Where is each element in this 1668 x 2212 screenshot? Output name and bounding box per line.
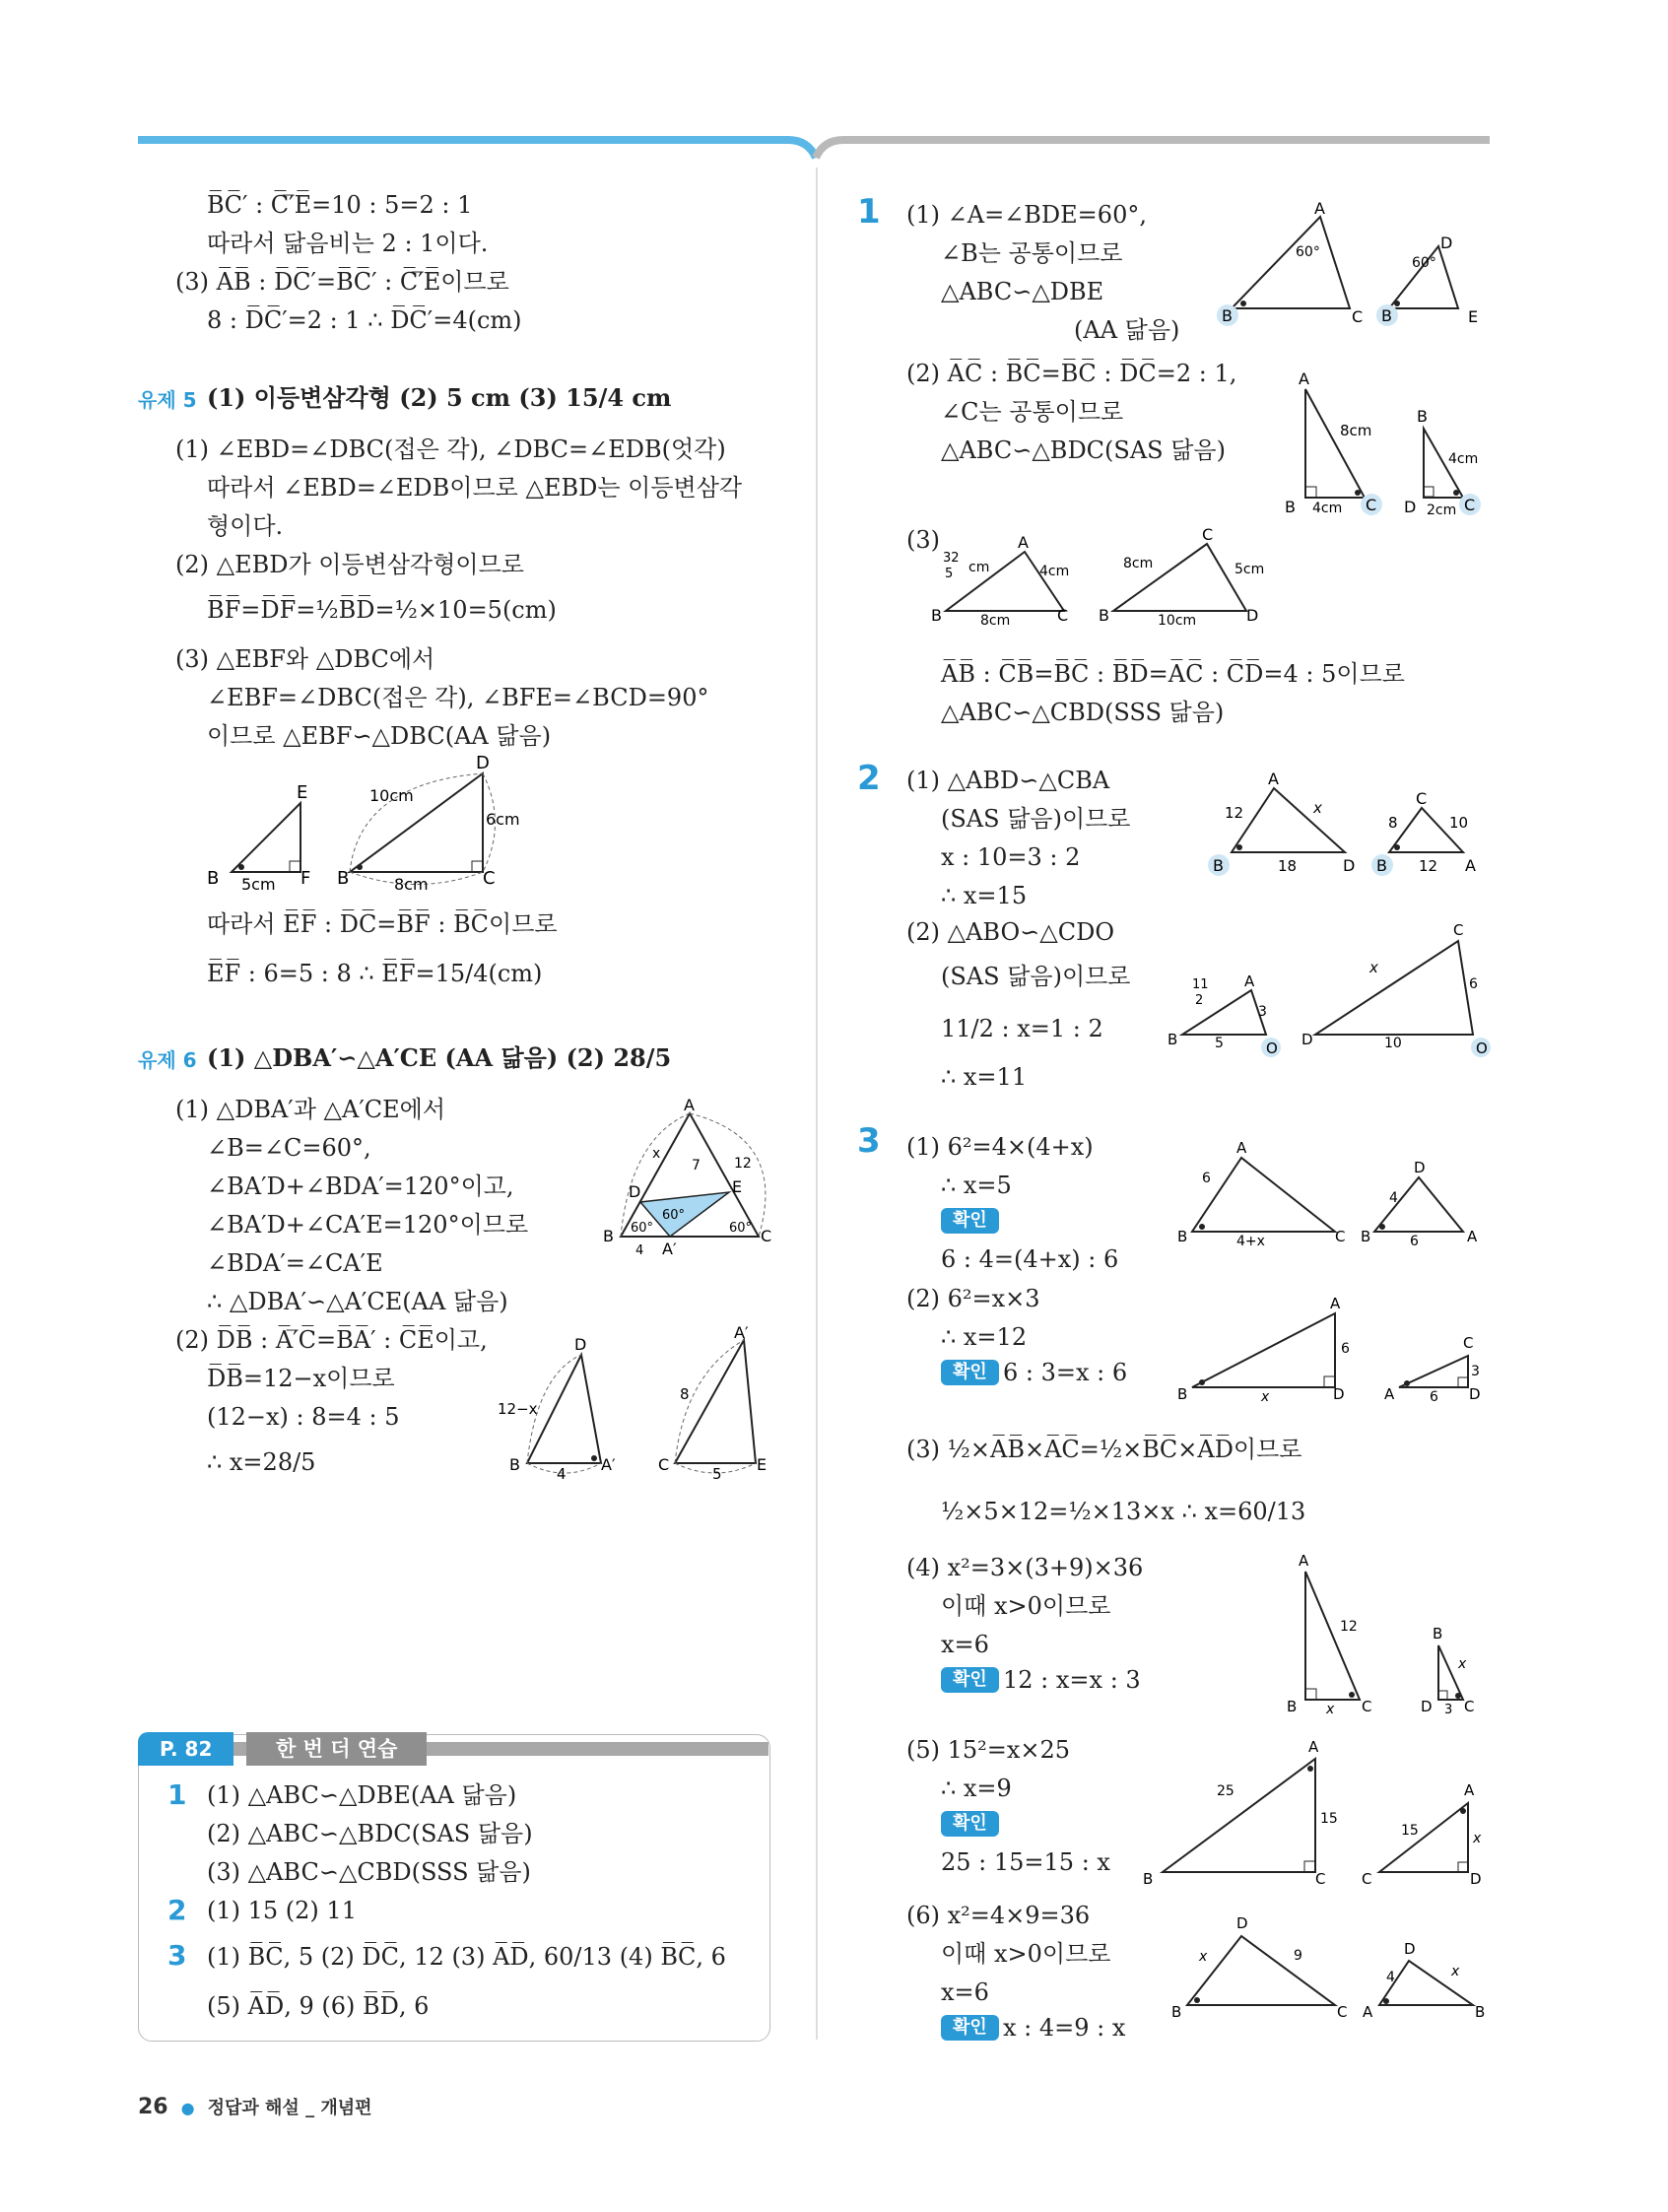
ex6-fig-x: x <box>652 1146 661 1162</box>
p2-a1-line-1: (1) △ABD∽△CBA <box>906 767 1110 794</box>
p3-a2-line-2: ∴ x=12 <box>941 1323 1028 1351</box>
svg-text:B: B <box>1376 856 1387 875</box>
svg-text:x: x <box>1473 1831 1482 1846</box>
practice-num-2: 2 <box>167 1894 187 1926</box>
p3-a4-line-3: x=6 <box>941 1631 989 1658</box>
p3-a5-check <box>941 1811 999 1837</box>
svg-text:D: D <box>1421 1698 1433 1715</box>
left-line-4: 8 : D̅C̅′=2 : 1 ∴ D̅C̅′=4(cm) <box>207 306 522 334</box>
svg-text:C: C <box>1464 1698 1475 1715</box>
p1-a2-line-3: △ABC∽△BDC(SAS 닮음) <box>941 436 1226 464</box>
svg-text:B: B <box>1381 306 1392 325</box>
p3-a4-check <box>941 1667 999 1693</box>
svg-text:12: 12 <box>1340 1619 1358 1635</box>
svg-text:3: 3 <box>1471 1364 1480 1379</box>
svg-text:A: A <box>1299 1552 1309 1570</box>
svg-text:D: D <box>1246 606 1259 625</box>
svg-text:B: B <box>1433 1625 1443 1642</box>
p3-fig-5 <box>1143 1734 1502 1892</box>
p1-fig-1 <box>1212 199 1498 330</box>
ex6-s-C3: C <box>658 1455 670 1474</box>
svg-text:60°: 60° <box>1412 255 1436 271</box>
ex6-fig-D: D <box>629 1182 641 1201</box>
ex5-tag: 유제 5 <box>138 388 197 412</box>
svg-text:x: x <box>1261 1389 1270 1405</box>
svg-text:B: B <box>1213 856 1224 875</box>
ex6-fig-deg1: 60° <box>662 1208 686 1223</box>
ex6-line-5: ∠BDA′=∠CA′E <box>207 1249 383 1277</box>
svg-text:A: A <box>1244 972 1255 990</box>
svg-text:6: 6 <box>1430 1389 1438 1405</box>
ex6-figure-small <box>498 1323 783 1483</box>
svg-text:x: x <box>1451 1964 1460 1979</box>
svg-text:C: C <box>1352 307 1364 326</box>
svg-text:cm: cm <box>968 560 990 575</box>
p3-a6-line-1: (6) x²=4×9=36 <box>906 1902 1091 1929</box>
svg-text:D: D <box>1333 1385 1345 1403</box>
svg-text:9: 9 <box>1294 1948 1302 1964</box>
svg-text:2: 2 <box>1195 993 1204 1008</box>
ex6-fig-deg2: 60° <box>631 1221 654 1236</box>
svg-text:C: C <box>1463 1334 1474 1352</box>
svg-text:C: C <box>1337 2003 1348 2021</box>
p3-a6-line-2: 이때 x>0이므로 <box>941 1940 1111 1968</box>
p1-a2-line-1: (2) A̅C̅ : B̅C̅=B̅C̅ : D̅C̅=2 : 1, <box>906 360 1237 387</box>
p1-a3-line-2: △ABC∽△CBD(SSS 닮음) <box>941 699 1225 726</box>
svg-text:C: C <box>1362 1698 1372 1715</box>
p3-a5-line-3: 25 : 15=15 : x <box>941 1848 1110 1876</box>
svg-text:5: 5 <box>945 567 954 581</box>
ex5-fig-hyp: 10cm <box>369 786 414 805</box>
svg-text:B: B <box>1177 1385 1188 1403</box>
svg-text:A: A <box>1465 856 1476 875</box>
svg-text:8cm: 8cm <box>980 613 1011 629</box>
ex6-s-E3: E <box>757 1455 767 1474</box>
svg-text:x: x <box>1313 799 1322 817</box>
ex5-line-5: B̅F̅=D̅F̅=½B̅D̅=½×10=5(cm) <box>207 596 557 624</box>
p3-a4-line-4: 12 : x=x : 3 <box>1003 1666 1141 1694</box>
svg-text:E: E <box>1468 307 1479 326</box>
ex5-fig-B1: B <box>207 868 220 889</box>
svg-text:C: C <box>1362 1870 1372 1888</box>
ex6-tag: 유제 6 <box>138 1048 197 1072</box>
ex5-line-2: 따라서 ∠EBD=∠EDB이므로 △EBD는 이등변삼각 <box>207 474 743 502</box>
p2-fig-1 <box>1207 769 1502 882</box>
p1-a2-line-2: ∠C는 공통이므로 <box>941 398 1124 426</box>
practice-num-1: 1 <box>167 1778 187 1811</box>
ex6-fig-A: A <box>684 1096 695 1114</box>
svg-text:C: C <box>1366 496 1377 514</box>
check-badge-2: 확인 <box>941 1360 999 1385</box>
practice-3-line-1: (1) B̅C̅, 5 (2) D̅C̅, 12 (3) A̅D̅, 60/13 (4) B̅C̅, 6 <box>207 1943 726 1971</box>
svg-text:A: A <box>1330 1295 1341 1312</box>
svg-text:15: 15 <box>1401 1823 1419 1839</box>
ex6-line-1: (1) △DBA′과 △A′CE에서 <box>175 1096 446 1123</box>
ex6-s-A3: A′ <box>734 1323 749 1342</box>
svg-text:A: A <box>1464 1781 1475 1799</box>
ex6-line-2: ∠B=∠C=60°, <box>207 1134 371 1162</box>
p1-a1-line-1: (1) ∠A=∠BDE=60°, <box>906 201 1147 229</box>
ex6-s-A2: A′ <box>601 1455 616 1474</box>
svg-text:A: A <box>1299 369 1309 388</box>
svg-text:D: D <box>1414 1159 1426 1176</box>
svg-text:B: B <box>1143 1870 1154 1888</box>
ex6-fig-deg3: 60° <box>729 1221 753 1236</box>
ex6-s-5: 5 <box>712 1465 722 1483</box>
ex6-figure-main <box>591 1096 788 1258</box>
ex6-fig-E: E <box>732 1177 743 1196</box>
svg-text:3: 3 <box>1258 1004 1267 1020</box>
practice-1-line-3: (3) △ABC∽△CBD(SSS 닮음) <box>207 1858 531 1886</box>
p1-a1-line-3: △ABC∽△DBE <box>941 278 1104 305</box>
ex6-line-3: ∠BA′D+∠BDA′=120°이고, <box>207 1173 514 1200</box>
svg-text:4cm: 4cm <box>1448 451 1479 467</box>
svg-text:A: A <box>1236 1139 1247 1157</box>
p1-a3-line-1: A̅B̅ : C̅B̅=B̅C̅ : B̅D̅=A̅C̅ : C̅D̅=4 : 5이므로 <box>941 660 1405 688</box>
ex6-line-7: (2) D̅B̅ : A̅′̅C̅=B̅A̅′ : C̅E̅이고, <box>175 1326 488 1354</box>
ex6-s-D2: D <box>574 1335 587 1354</box>
svg-text:D: D <box>1404 498 1417 516</box>
svg-text:B: B <box>1475 2003 1486 2021</box>
footer-text: 정답과 해설 _ 개념편 <box>207 2098 372 2118</box>
p3-fig-2 <box>1177 1289 1502 1407</box>
p3-a2-line-1: (2) 6²=x×3 <box>906 1285 1040 1312</box>
p3-fig-4 <box>1281 1552 1502 1719</box>
svg-text:B: B <box>1417 407 1428 426</box>
svg-text:C: C <box>1057 606 1069 625</box>
ex5-line-7: ∠EBF=∠DBC(접은 각), ∠BFE=∠BCD=90° <box>207 684 709 711</box>
header-bars <box>0 0 1668 158</box>
svg-text:x: x <box>1326 1702 1335 1717</box>
p3-a6-check <box>941 2015 999 2041</box>
p3-fig-1 <box>1177 1133 1502 1251</box>
ex5-line-9: 따라서 E̅F̅ : D̅C̅=B̅F̅ : B̅C̅이므로 <box>207 910 558 938</box>
svg-text:x: x <box>1458 1656 1467 1672</box>
svg-text:B: B <box>1361 1228 1371 1245</box>
practice-2-line-1: (1) 15 (2) 11 <box>207 1897 357 1924</box>
ex5-line-6: (3) △EBF와 △DBC에서 <box>175 645 435 673</box>
svg-text:B: B <box>1287 1698 1298 1715</box>
svg-text:4+x: 4+x <box>1236 1234 1265 1249</box>
p3-a2-check <box>941 1360 999 1385</box>
svg-text:D: D <box>1440 234 1453 252</box>
p2-a2-line-2: (SAS 닮음)이므로 <box>941 963 1131 990</box>
svg-text:D: D <box>1404 1940 1416 1958</box>
right-num-1: 1 <box>857 192 881 232</box>
check-badge-3: 확인 <box>941 1667 999 1693</box>
svg-text:O: O <box>1266 1039 1278 1057</box>
p1-a3-label: (3) <box>906 526 940 554</box>
svg-text:D: D <box>1236 1914 1248 1932</box>
p3-a3-line-2: ½×5×12=½×13×x ∴ x=60/13 <box>941 1498 1306 1525</box>
ex6-s-12x: 12−x <box>498 1400 538 1418</box>
svg-text:6: 6 <box>1410 1234 1419 1249</box>
ex5-line-1: (1) ∠EBD=∠DBC(접은 각), ∠DBC=∠EDB(엇각) <box>175 436 726 463</box>
svg-text:12: 12 <box>1419 857 1438 875</box>
p2-a2-line-3: 11/2 : x=1 : 2 <box>941 1015 1103 1042</box>
ex6-fig-B: B <box>603 1227 614 1245</box>
svg-text:A: A <box>1384 1385 1395 1403</box>
svg-text:60°: 60° <box>1296 244 1320 260</box>
svg-text:A: A <box>1467 1228 1478 1245</box>
ex5-fig-F: F <box>300 868 311 889</box>
svg-text:B: B <box>1171 2003 1182 2021</box>
ex6-s-B2: B <box>509 1455 520 1474</box>
p3-a6-line-3: x=6 <box>941 1978 989 2006</box>
p1-fig-3 <box>931 525 1286 631</box>
svg-text:B: B <box>1285 498 1296 516</box>
svg-text:3: 3 <box>1444 1703 1453 1717</box>
p3-a4-line-2: 이때 x>0이므로 <box>941 1592 1111 1620</box>
left-line-2: 따라서 닮음비는 2 : 1이다. <box>207 230 489 257</box>
svg-text:4: 4 <box>1389 1190 1398 1206</box>
ex5-fig-side: 6cm <box>486 810 520 829</box>
ex6-s-8: 8 <box>680 1385 690 1403</box>
svg-text:32: 32 <box>943 551 960 566</box>
svg-text:C: C <box>1464 496 1476 514</box>
practice-header <box>138 1732 768 1766</box>
ex5-fig-b1: 5cm <box>241 875 276 894</box>
footer-page-number: 26 <box>138 2095 168 2119</box>
ex6-fig-C: C <box>761 1227 772 1245</box>
check-badge-5: 확인 <box>941 2015 999 2041</box>
svg-text:B: B <box>1099 606 1109 625</box>
ex6-line-8: D̅B̅=12−x이므로 <box>207 1365 395 1392</box>
svg-text:B: B <box>1177 1228 1188 1245</box>
practice-num-3: 3 <box>167 1939 187 1972</box>
ex6-line-6: ∴ △DBA′∽△A′CE(AA 닮음) <box>207 1288 508 1315</box>
svg-text:4cm: 4cm <box>1039 564 1070 579</box>
svg-text:8: 8 <box>1388 814 1398 832</box>
p2-a2-line-1: (2) △ABO∽△CDO <box>906 918 1115 946</box>
ex6-fig-seven: 7 <box>692 1158 701 1173</box>
ex6-line-9: (12−x) : 8=4 : 5 <box>207 1403 400 1431</box>
p3-a5-line-1: (5) 15²=x×25 <box>906 1736 1071 1764</box>
svg-text:D: D <box>1301 1031 1313 1048</box>
ex5-line-4: (2) △EBD가 이등변삼각형이므로 <box>175 551 524 578</box>
ex5-line-10: E̅F̅ : 6=5 : 8 ∴ E̅F̅=15/4(cm) <box>207 960 543 987</box>
svg-text:18: 18 <box>1278 857 1298 875</box>
svg-text:25: 25 <box>1217 1783 1234 1799</box>
p3-a6-line-4: x : 4=9 : x <box>1003 2014 1126 2042</box>
left-line-1: B̅C̅′ : C̅′̅E̅=10 : 5=2 : 1 <box>207 191 473 219</box>
svg-text:6: 6 <box>1469 976 1478 992</box>
ex5-fig-D: D <box>476 753 490 773</box>
ex5-figure <box>202 754 567 902</box>
svg-text:A: A <box>1018 533 1029 552</box>
svg-text:10cm: 10cm <box>1158 613 1197 629</box>
svg-text:4: 4 <box>1386 1970 1395 1985</box>
svg-text:B: B <box>1222 306 1233 325</box>
svg-text:D: D <box>1470 1870 1482 1888</box>
p1-a1-line-2: ∠B는 공통이므로 <box>941 239 1123 267</box>
check-badge-4: 확인 <box>941 1811 999 1837</box>
svg-text:A: A <box>1308 1738 1319 1756</box>
svg-text:12: 12 <box>1225 804 1244 822</box>
svg-text:C: C <box>1335 1228 1346 1245</box>
p2-a1-line-4: ∴ x=15 <box>941 882 1028 909</box>
ex6-line-4: ∠BA′D+∠CA′E=120°이므로 <box>207 1211 529 1239</box>
p3-a1-line-1: (1) 6²=4×(4+x) <box>906 1133 1094 1161</box>
ex5-fig-B2: B <box>337 868 350 889</box>
ex6-line-10: ∴ x=28/5 <box>207 1448 316 1476</box>
svg-text:15: 15 <box>1320 1811 1338 1827</box>
svg-text:x: x <box>1369 959 1378 976</box>
svg-text:D: D <box>1343 856 1356 875</box>
svg-text:D: D <box>1469 1385 1481 1403</box>
svg-text:2cm: 2cm <box>1427 503 1457 518</box>
p3-a3-line-1: (3) ½×A̅B̅×A̅C̅=½×B̅C̅×A̅D̅이므로 <box>906 1436 1302 1463</box>
right-num-2: 2 <box>857 759 881 798</box>
ex5-answers: (1) 이등변삼각형 (2) 5 cm (3) 15/4 cm <box>207 383 672 412</box>
svg-text:A: A <box>1268 770 1279 788</box>
ex5-fig-C: C <box>483 868 496 889</box>
p2-fig-2 <box>1168 921 1502 1059</box>
footer <box>138 2094 372 2119</box>
svg-text:A: A <box>1314 199 1325 218</box>
ex6-fig-Ap: A′ <box>662 1240 677 1258</box>
svg-text:10: 10 <box>1384 1036 1402 1051</box>
ex5-fig-E: E <box>297 782 308 803</box>
p1-fig-2 <box>1281 365 1498 522</box>
p3-a5-line-2: ∴ x=9 <box>941 1775 1012 1802</box>
svg-text:C: C <box>1416 789 1428 808</box>
p1-a1-line-4: (AA 닮음) <box>1074 316 1180 344</box>
p3-fig-6 <box>1168 1907 1502 2035</box>
svg-text:C: C <box>1202 525 1214 544</box>
practice-3-line-2: (5) A̅D̅, 9 (6) B̅D̅, 6 <box>207 1992 430 2020</box>
p3-a2-line-3: 6 : 3=x : 6 <box>1003 1359 1128 1386</box>
p2-a2-line-4: ∴ x=11 <box>941 1063 1028 1091</box>
p2-a1-line-3: x : 10=3 : 2 <box>941 843 1081 871</box>
practice-page: P. 82 <box>138 1732 234 1766</box>
svg-text:6: 6 <box>1202 1171 1211 1186</box>
svg-text:C: C <box>1453 921 1464 939</box>
right-num-3: 3 <box>857 1121 881 1161</box>
svg-text:6: 6 <box>1341 1341 1350 1357</box>
ex5-line-8: 이므로 △EBF∽△DBC(AA 닮음) <box>207 722 552 750</box>
svg-text:C: C <box>1315 1870 1326 1888</box>
svg-text:A: A <box>1363 2003 1373 2021</box>
ex6-fig-twelve: 12 <box>734 1156 752 1172</box>
left-line-3: (3) A̅B̅ : D̅C̅′=B̅C̅′ : C̅′̅E̅이므로 <box>175 268 509 296</box>
check-badge-1: 확인 <box>941 1208 999 1234</box>
ex5-line-3: 형이다. <box>207 512 284 540</box>
svg-text:8cm: 8cm <box>1340 422 1372 439</box>
p3-a1-line-3: 6 : 4=(4+x) : 6 <box>941 1245 1119 1273</box>
p3-a4-line-1: (4) x²=3×(3+9)×36 <box>906 1554 1144 1581</box>
p3-a1-check <box>941 1208 999 1234</box>
svg-text:O: O <box>1476 1039 1488 1057</box>
svg-text:x: x <box>1199 1949 1208 1965</box>
ex6-s-4: 4 <box>557 1465 567 1483</box>
practice-1-line-1: (1) △ABC∽△DBE(AA 닮음) <box>207 1781 517 1809</box>
svg-text:10: 10 <box>1449 814 1469 832</box>
column-divider <box>816 168 818 2040</box>
svg-text:11: 11 <box>1192 977 1209 992</box>
ex6-answers: (1) △DBA′∽△A′CE (AA 닮음) (2) 28/5 <box>207 1043 672 1072</box>
p3-a1-line-2: ∴ x=5 <box>941 1172 1012 1199</box>
svg-text:B: B <box>1168 1031 1178 1048</box>
svg-text:4cm: 4cm <box>1312 501 1343 516</box>
practice-1-line-2: (2) △ABC∽△BDC(SAS 닮음) <box>207 1820 533 1847</box>
svg-text:5: 5 <box>1215 1036 1224 1051</box>
ex5-fig-base: 8cm <box>394 875 429 894</box>
practice-title: 한 번 더 연습 <box>246 1732 427 1766</box>
svg-text:5cm: 5cm <box>1234 562 1265 577</box>
footer-dot-icon: ● <box>180 2099 195 2117</box>
svg-text:8cm: 8cm <box>1123 556 1154 571</box>
ex6-fig-four: 4 <box>635 1243 644 1258</box>
svg-text:B: B <box>931 606 942 625</box>
p2-a1-line-2: (SAS 닮음)이므로 <box>941 805 1131 833</box>
